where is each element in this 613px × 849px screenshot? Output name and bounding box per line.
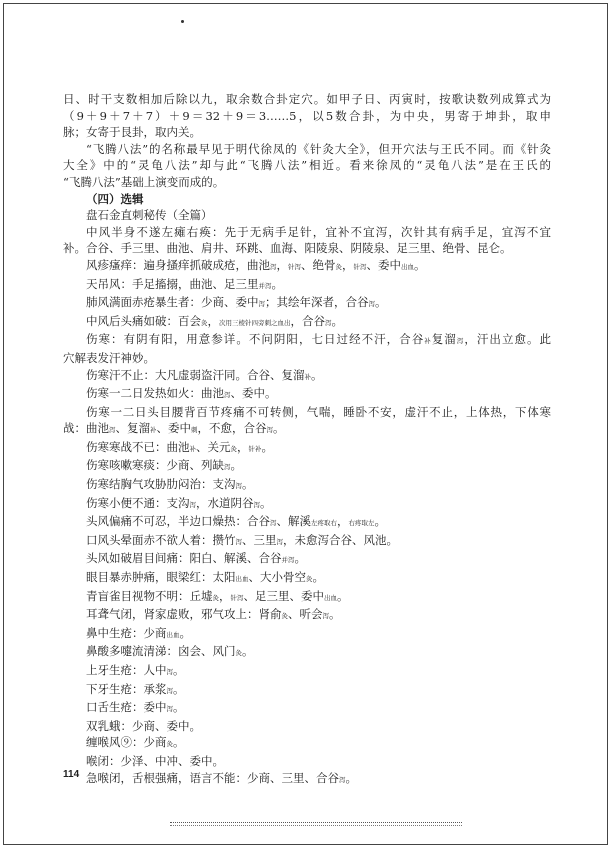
annotation-note: 泻 [322, 612, 329, 621]
text-line [63, 439, 551, 458]
text-run: 伤寒汗不止：大凡虚弱盗汗同。合谷、复溜 [86, 367, 305, 382]
text-run: 急喉闭，舌根强痛，语言不能：少商、三里、合谷 [86, 770, 339, 785]
text-run: 大全》中的“灵龟八法”却与此“飞腾八法”相近。看来徐凤的“灵龟八法”是在王氏的 [63, 158, 551, 173]
annotation-note: 泻 [266, 426, 273, 435]
annotation-note: 泻 [253, 500, 260, 509]
text-line [63, 124, 551, 141]
text-line [63, 108, 551, 125]
annotation-note: 并泻 [258, 281, 272, 290]
text-run: “飞腾八法”的名称最早见于明代徐凤的《针灸大全》，但开穴法与王氏不同。而《针灸 [86, 141, 551, 156]
text-run: 。 [311, 367, 323, 382]
text-run: 。 [173, 700, 185, 715]
text-run: ， [342, 257, 354, 272]
text-run: 。 [271, 276, 283, 291]
text-run: 、委中 [156, 421, 191, 436]
text-run: 眼目暴赤肿痛，眼梁红：太阳 [86, 570, 236, 585]
text-run: ，水道阴谷 [196, 495, 254, 510]
text-run: ，汗出立愈。此 [464, 332, 551, 347]
text-run: 青盲雀目视物不明：丘墟 [86, 588, 213, 603]
text-run: （9＋9＋7＋7）＋9＝32＋9＝3……5，以5数合卦，为中央，男寄于坤卦，取申 [63, 108, 551, 123]
text-run: 。 [242, 477, 254, 492]
annotation-note: 泻 [166, 668, 173, 676]
text-run: 、听会 [288, 607, 323, 622]
text-run: 。 [294, 551, 306, 566]
text-line [63, 141, 551, 158]
annotation-note: 泻 [109, 426, 116, 435]
annotation-note: 灸 [306, 575, 313, 584]
text-line [63, 718, 551, 735]
text-run: 伤寒：有阴有阳，用意参详。不问阴阳，七日过经不汗，合谷 [86, 332, 425, 347]
text-run: ；其绘年深者，合谷 [265, 295, 369, 310]
text-run: 复溜 [431, 332, 457, 347]
text-line [63, 513, 551, 532]
section-heading [63, 191, 551, 208]
text-run: 、大小骨空 [248, 570, 306, 585]
text-run: 穴解表发汗神妙。 [63, 350, 155, 365]
text-run: 耳聋气闭，肾家虚败，邪气攻上：肾俞 [86, 607, 282, 622]
text-run: ，不愈，合谷 [197, 421, 267, 436]
text-run: 日、时干支数相加后除以九，取余数合卦定穴。如甲子日、丙寅时，按歌诀数列成算式为 [63, 92, 551, 106]
text-line [63, 770, 551, 789]
text-run: 、委中。 [230, 386, 277, 401]
text-run: 鼻酸多嚏流清涕：囟会、风门 [86, 644, 236, 659]
text-line [63, 753, 551, 770]
text-run: 。 [414, 257, 426, 272]
text-run: 。 [375, 295, 387, 310]
text-line [63, 606, 551, 625]
annotation-note: 灸 [212, 593, 219, 602]
annotation-note: 泻 [325, 318, 332, 327]
annotation-note: 次用三棱针四旁刺之血出 [219, 318, 291, 327]
annotation-note: 泻 [224, 463, 231, 472]
annotation-note: 灸 [281, 612, 288, 621]
text-run: ， [237, 439, 249, 454]
text-run: 头风如破眉目间痛：阳白、解溪、合谷 [86, 551, 282, 566]
footer-rule [170, 822, 462, 826]
annotation-note: 泻 [456, 337, 465, 346]
text-run: ， [207, 313, 219, 328]
annotation-note: 补 [150, 426, 157, 435]
annotation-note: 泻 [276, 537, 283, 546]
text-run: 脉；女寄于艮卦，取内关。 [63, 125, 201, 140]
text-run: 、关元 [196, 439, 231, 454]
text-run: 补。合谷、手三里、曲池、肩井、环跳、血海、阳陵泉、阴陵泉、足三里、绝骨、昆仑。 [63, 241, 512, 256]
annotation-note: 灸 [201, 318, 208, 327]
text-run: 中风半身不遂左瘫右痪：先于无病手足针，宜补不宜泻，次针其有病手足，宜泻不宜 [86, 224, 551, 239]
text-run: 、三里 [242, 532, 277, 547]
text-line [63, 174, 551, 191]
text-run: 。 [230, 458, 242, 473]
text-run: 伤寒咳嗽寒痰：少商、列缺 [86, 458, 224, 473]
annotation-note: 泻 [166, 686, 173, 695]
page-body [63, 91, 551, 788]
text-run: 。 [173, 663, 185, 677]
text-line [63, 476, 551, 495]
annotation-note: 针泻 [353, 262, 367, 271]
text-run: 上牙生疮：人中 [86, 663, 167, 677]
annotation-note: 出血 [166, 630, 180, 639]
annotation-note: 泻 [235, 537, 242, 546]
text-run: ， [337, 514, 349, 529]
text-line [63, 734, 551, 753]
text-run: 伤寒小便不通：支沟 [86, 495, 190, 510]
text-run: 、绝骨 [301, 257, 336, 272]
text-run: 风疹瘙痒：遍身搔痒抓破成疮，曲池 [86, 257, 270, 272]
text-line [63, 495, 551, 514]
text-line [63, 257, 551, 276]
text-run: 下牙生疮：承浆 [86, 681, 167, 696]
text-line [63, 625, 551, 644]
text-run: 口舌生疮：委中 [86, 700, 167, 715]
scan-speck [181, 20, 184, 23]
text-run: ， [276, 257, 288, 272]
annotation-note: 泻 [368, 300, 375, 309]
text-run: 盘石金直刺秘传（全篇） [86, 208, 213, 223]
text-run: 缠喉风⑨：少商 [86, 735, 167, 750]
text-line [63, 643, 551, 662]
text-run: 头风偏痛不可忍，半边口燥热：合谷 [86, 514, 270, 529]
text-line [63, 681, 551, 700]
annotation-note: 泻 [258, 300, 265, 309]
text-run: ， [219, 588, 231, 603]
text-run: 。 [242, 644, 254, 659]
text-run: 。 [179, 625, 191, 640]
text-run: 。 [173, 735, 185, 750]
subsection-heading [63, 207, 551, 224]
text-run: 双乳蛾：少商、委中。 [86, 718, 201, 733]
text-line [63, 532, 551, 551]
text-run: 。 [374, 514, 386, 529]
text-line [63, 276, 551, 295]
text-run: 鼻中生疮：少商 [86, 625, 167, 640]
text-run: ，合谷 [290, 313, 325, 328]
annotation-note: 泻 [224, 391, 231, 400]
text-run: 肺风满面赤疮暴生者：少商、委中 [86, 295, 259, 310]
annotation-note: 针泻 [288, 262, 301, 271]
annotation-note: 灸 [230, 444, 237, 453]
text-line [63, 588, 551, 607]
text-run: 。 [312, 570, 324, 585]
annotation-note: 泻 [235, 482, 242, 491]
annotation-note: 泻 [339, 775, 346, 784]
text-run: 伤寒一二日头目腰背百节疼痛不可转侧，气喘，睡卧不安，虚汗不止，上体热，下体寒 [86, 404, 551, 419]
text-run: 伤寒寒战不已：曲池 [86, 439, 190, 454]
annotation-note: 并泻 [281, 556, 295, 565]
text-run: 、委中 [366, 257, 401, 272]
text-run: 。 [345, 770, 357, 785]
text-run: 战：曲池 [63, 421, 109, 436]
text-line [63, 457, 551, 476]
annotation-note: 出血 [324, 593, 337, 602]
text-run: 口风头晕面赤不欲人着：攒竹 [86, 532, 236, 547]
text-run: 。 [260, 495, 272, 510]
page-number: 114 [63, 769, 80, 780]
text-line [63, 350, 551, 367]
text-line [63, 313, 551, 332]
text-line [63, 404, 551, 421]
text-line [63, 294, 551, 313]
text-run: ，未愈泻合谷、风池。 [283, 532, 398, 547]
text-line [63, 91, 551, 108]
text-line [63, 569, 551, 588]
text-line [63, 224, 551, 241]
text-line [63, 385, 551, 404]
text-run: 喉闭：少泽、中冲、委中。 [86, 753, 224, 768]
annotation-note: 针补 [248, 444, 262, 453]
text-line [63, 157, 551, 174]
text-line [63, 420, 551, 439]
annotation-note: 出血 [401, 262, 414, 271]
annotation-note: 刺 [191, 426, 198, 435]
annotation-note: 右疼取左 [348, 519, 375, 528]
annotation-note: 灸 [166, 740, 173, 749]
annotation-note: 灸 [335, 262, 342, 271]
text-run: 、足三里、委中 [243, 588, 324, 603]
text-line [63, 240, 551, 257]
annotation-note: 出血 [235, 575, 249, 584]
annotation-note: 针泻 [230, 593, 244, 602]
text-run: 。 [331, 313, 343, 328]
text-run: （四）选辑 [86, 191, 144, 206]
text-run: “飞腾八法”基础上演变而成的。 [63, 174, 225, 189]
text-run: 。 [273, 421, 285, 436]
annotation-note: 补 [424, 337, 432, 346]
annotation-note: 补 [304, 372, 311, 381]
text-run: 、解溪 [276, 514, 311, 529]
annotation-note: 灸 [235, 649, 242, 658]
text-run: 天吊风：手足搐搦，曲池、足三里 [86, 276, 259, 291]
text-run: 。 [329, 607, 341, 622]
text-line [63, 699, 551, 718]
text-line [63, 550, 551, 569]
text-line [63, 367, 551, 386]
annotation-note: 泻 [270, 519, 277, 528]
text-run: 中风后头痛如破：百会 [86, 313, 201, 328]
text-run: 伤寒结胸气攻胁肋闷治：支沟 [86, 477, 236, 492]
text-run: 、复溜 [115, 421, 150, 436]
annotation-note: 补 [189, 444, 196, 453]
text-run: 。 [173, 681, 185, 696]
text-line [63, 662, 551, 681]
text-line [63, 331, 551, 350]
text-run: 伤寒一二日发热如火：曲池 [86, 386, 224, 401]
text-run: 。 [337, 588, 349, 603]
annotation-note: 左疼取右 [311, 519, 337, 528]
annotation-note: 泻 [189, 500, 196, 509]
annotation-note: 泻 [270, 262, 277, 271]
annotation-note: 泻 [166, 705, 173, 714]
text-run: 。 [261, 439, 273, 454]
